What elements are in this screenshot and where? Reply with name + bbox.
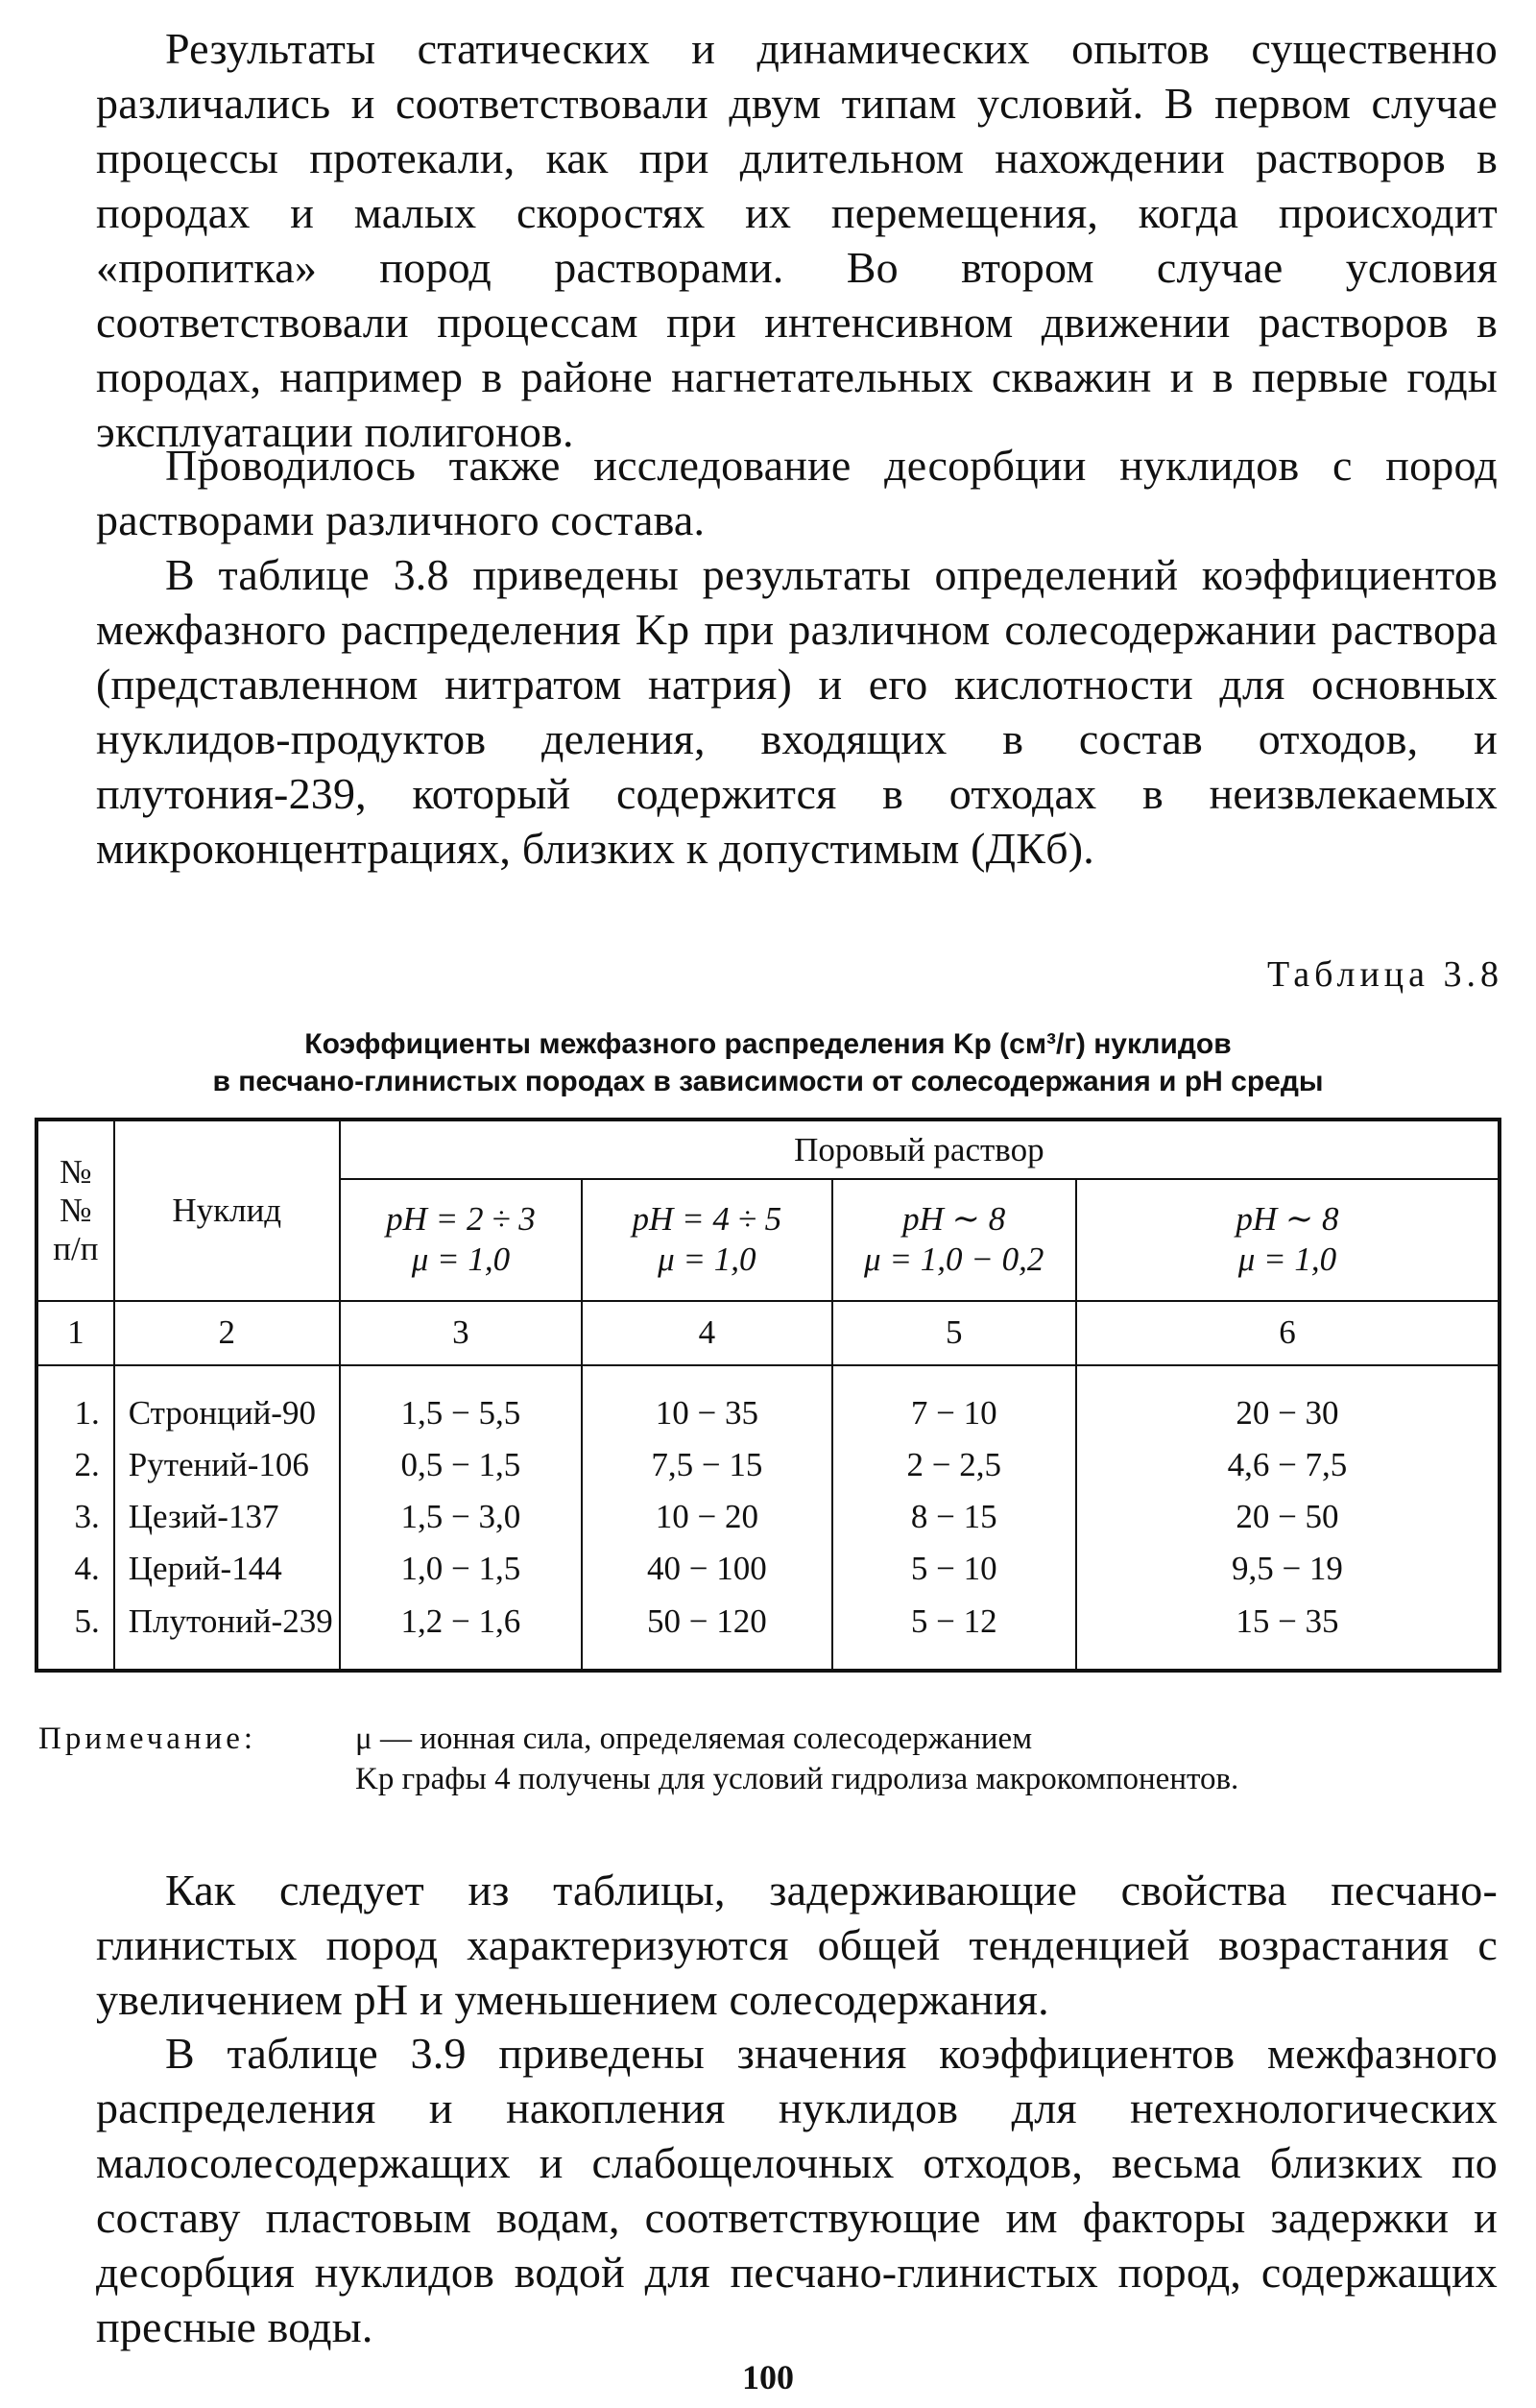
condition-mu: μ = 1,0	[411, 1240, 511, 1279]
row-index: 3.	[36, 1491, 114, 1543]
note-label: Примечание:	[38, 1722, 257, 1756]
value-col-3: 1,0 − 1,5	[340, 1543, 582, 1595]
value-col-5: 2 − 2,5	[832, 1439, 1076, 1491]
nuclide-name: Цезий-137	[114, 1491, 340, 1543]
column-number: 5	[832, 1301, 1076, 1365]
value-col-5: 7 − 10	[832, 1365, 1076, 1439]
page-number: 100	[742, 2358, 794, 2396]
value-col-5: 5 − 10	[832, 1543, 1076, 1595]
value-col-6: 15 − 35	[1076, 1595, 1500, 1671]
condition-mu: μ = 1,0	[658, 1240, 756, 1279]
paragraph-experiments: Результаты статических и динамических опытов существенно различались и соответствовали двум типам условий. В первом случае процессы протекали, как при длительном нахождении растворов в породах и малых скоростях их перемещения, когда происходит «пропитка» пород растворами. Во втором случае условия соответствовали процессам при интенсивном движении растворов в породах, например в районе нагнетательных скважин и в первые годы эксплуатации полигонов.	[96, 24, 1498, 456]
column-number: 4	[582, 1301, 831, 1365]
note-line-1: μ — ионная сила, определяемая солесодержанием	[355, 1722, 1033, 1756]
table-title-line-1: Коэффициенты межфазного распределения Kp (см³/г) нуклидов	[304, 1028, 1232, 1060]
value-col-3: 0,5 − 1,5	[340, 1439, 582, 1491]
value-col-4: 40 − 100	[582, 1543, 831, 1595]
value-col-6: 4,6 − 7,5	[1076, 1439, 1500, 1491]
condition-ph: pH = 4 ÷ 5	[632, 1200, 782, 1239]
table-row	[36, 1439, 1500, 1491]
value-col-4: 50 − 120	[582, 1595, 831, 1671]
note-lines	[355, 1719, 1498, 1799]
header-condition-1	[340, 1179, 582, 1300]
condition-ph: pH ∼ 8	[902, 1200, 1006, 1239]
value-col-3: 1,2 − 1,6	[340, 1595, 582, 1671]
paragraph-conclusion: Как следует из таблицы, задерживающие свойства песчано-глинистых пород характеризуются общей тенденцией возрастания с увеличением pH и уменьшением солесодержания.	[96, 1866, 1498, 2024]
value-col-3: 1,5 − 3,0	[340, 1491, 582, 1543]
header-condition-4	[1076, 1179, 1500, 1300]
value-col-5: 5 − 12	[832, 1595, 1076, 1671]
header-row-number: №№ п/п	[36, 1120, 114, 1301]
row-index: 5.	[36, 1595, 114, 1671]
nuclide-name: Стронций-90	[114, 1365, 340, 1439]
header-nuclide: Нуклид	[114, 1120, 340, 1301]
header-condition-3	[832, 1179, 1076, 1300]
column-number: 6	[1076, 1301, 1500, 1365]
value-col-3: 1,5 − 5,5	[340, 1365, 582, 1439]
column-number: 1	[36, 1301, 114, 1365]
table-row	[36, 1543, 1500, 1595]
table-row	[36, 1491, 1500, 1543]
value-col-6: 9,5 − 19	[1076, 1543, 1500, 1595]
paragraph-table-intro: В таблице 3.8 приведены результаты определений коэффициентов межфазного распределения Kр при различном солесодержании раствора (представленном нитратом натрия) и его кислотности для основных нуклидов-продуктов деления, входящих в состав отходов, и плутония-239, который содержится в отходах в неизвлекаемых микроконцентрациях, близких к допустимым (ДКб).	[96, 550, 1498, 873]
table-title	[38, 1025, 1498, 1100]
value-col-4: 10 − 35	[582, 1365, 831, 1439]
paragraph-table-3-9: В таблице 3.9 приведены значения коэффициентов межфазного распределения и накопления нуклидов для нетехнологических малосолесодержащих и слабощелочных отходов, весьма близких по составу пластовым водам, соответствующие им факторы задержки и десорбция нуклидов водой для песчано-глинистых пород, содержащих пресные воды.	[96, 2029, 1498, 2351]
row-index: 2.	[36, 1439, 114, 1491]
condition-mu: μ = 1,0	[1237, 1240, 1337, 1279]
header-pore-solution: Поровый раствор	[340, 1120, 1500, 1179]
distribution-coefficients-table	[35, 1118, 1501, 1673]
value-col-6: 20 − 50	[1076, 1491, 1500, 1543]
condition-ph: pH ∼ 8	[1236, 1200, 1339, 1239]
value-col-6: 20 − 30	[1076, 1365, 1500, 1439]
condition-mu: μ = 1,0 − 0,2	[864, 1240, 1044, 1279]
header-condition-2	[582, 1179, 831, 1300]
table-title-line-2: в песчано-глинистых породах в зависимости от солесодержания и pH среды	[212, 1066, 1324, 1097]
nuclide-name: Плутоний-239	[114, 1595, 340, 1671]
condition-ph: pH = 2 ÷ 3	[386, 1200, 536, 1239]
value-col-4: 7,5 − 15	[582, 1439, 831, 1491]
note-line-2: Kp графы 4 получены для условий гидролиза макрокомпонентов.	[355, 1762, 1239, 1796]
paragraph-desorption: Проводилось также исследование десорбции нуклидов с пород растворами различного состава.	[96, 441, 1498, 544]
value-col-4: 10 − 20	[582, 1491, 831, 1543]
column-number: 2	[114, 1301, 340, 1365]
table-row	[36, 1595, 1500, 1671]
row-index: 1.	[36, 1365, 114, 1439]
column-number: 3	[340, 1301, 582, 1365]
table-row	[36, 1365, 1500, 1439]
nuclide-name: Церий-144	[114, 1543, 340, 1595]
table-caption: Таблица 3.8	[1266, 954, 1503, 995]
row-index: 4.	[36, 1543, 114, 1595]
nuclide-name: Рутений-106	[114, 1439, 340, 1491]
value-col-5: 8 − 15	[832, 1491, 1076, 1543]
